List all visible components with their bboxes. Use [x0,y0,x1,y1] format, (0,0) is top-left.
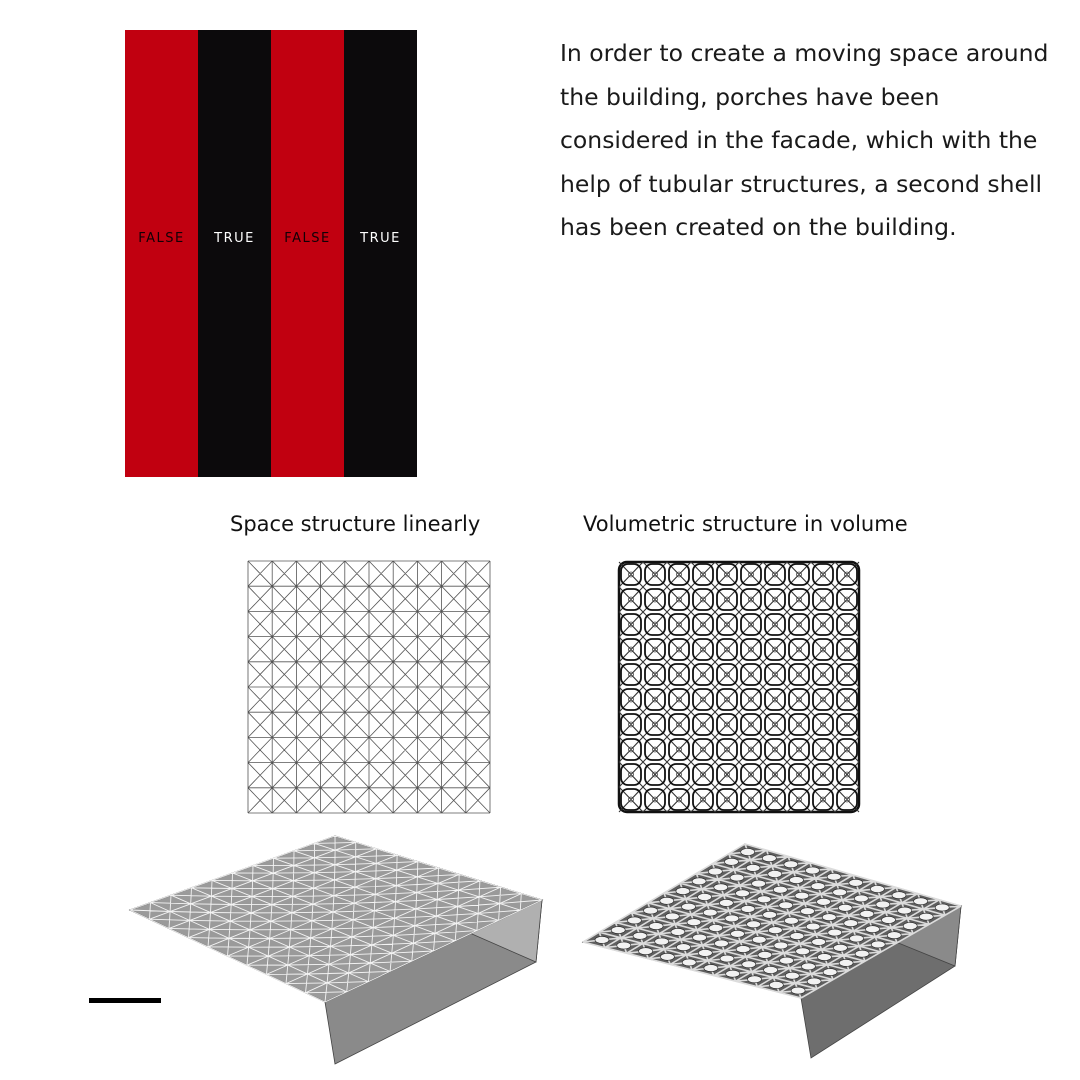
false-bar-1 [125,30,198,477]
false-label-1: FALSE [138,231,185,246]
true-label-2: TRUE [360,231,401,246]
linear-structure-perspective [110,830,550,1080]
volumetric-space-grid-diagram [616,560,862,814]
volumetric-structure-label: Volumetric structure in volume [583,512,908,536]
false-label-2: FALSE [284,231,331,246]
false-bar-2 [271,30,344,477]
linear-space-grid-diagram [247,560,491,814]
true-false-bar-panel [125,30,417,477]
volumetric-structure-perspective [575,838,970,1073]
scale-bar [89,998,161,1003]
true-bar-2 [344,30,417,477]
description-paragraph: In order to create a moving space around the building, porches have been considered in the facade, which with the help of tubular structures, a second shell has been created on the building. [560,39,1049,242]
true-bar-1 [198,30,271,477]
true-label-1: TRUE [214,231,255,246]
linear-structure-label: Space structure linearly [230,512,481,536]
